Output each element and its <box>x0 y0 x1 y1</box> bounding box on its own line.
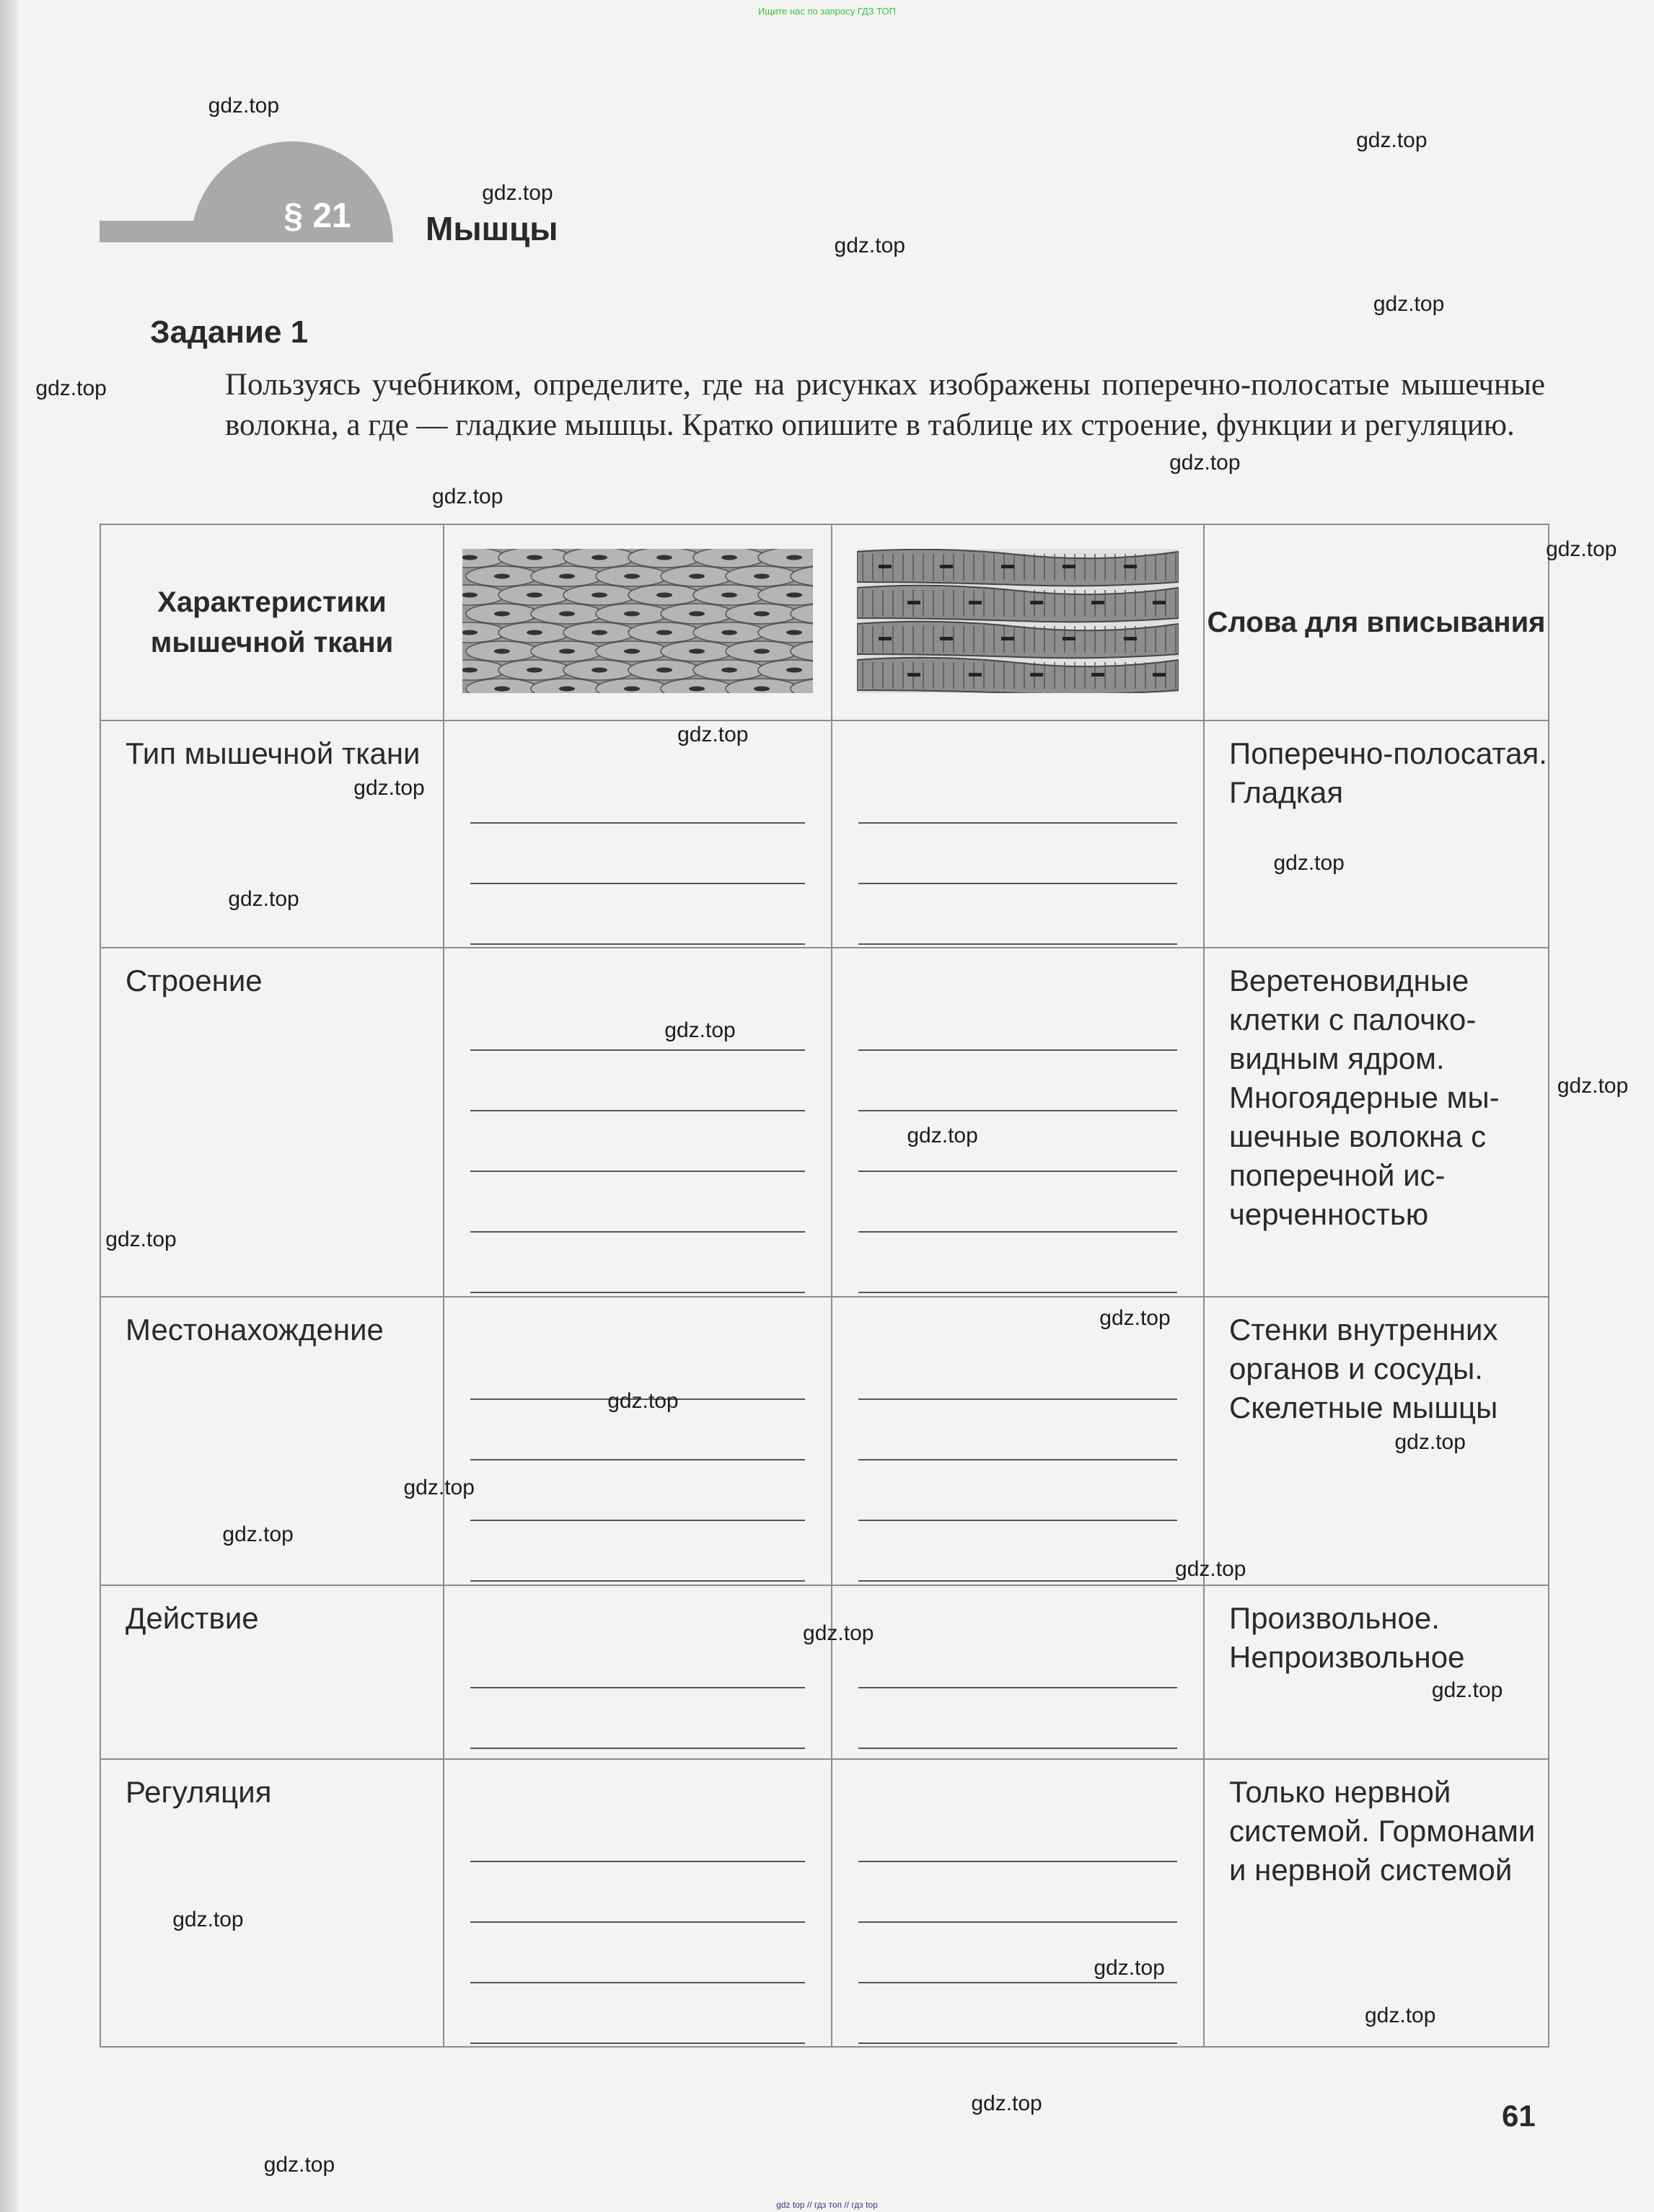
fiber-nucleus <box>907 601 920 604</box>
section-title: Мышцы <box>426 210 558 247</box>
writing-line[interactable] <box>858 1460 1177 1521</box>
answer-lines[interactable] <box>832 1297 1204 1585</box>
page-edge-shadow <box>0 0 19 2212</box>
fiber-nucleus <box>879 637 892 640</box>
cell-nucleus <box>462 555 478 560</box>
smooth-muscle-image <box>444 524 832 721</box>
writing-line[interactable] <box>858 1688 1177 1749</box>
cell-nucleus <box>754 573 770 578</box>
fiber-nucleus <box>969 673 982 677</box>
answer-lines[interactable] <box>832 948 1204 1297</box>
writing-line[interactable] <box>858 1521 1177 1582</box>
table-row <box>100 1585 1549 1759</box>
fiber-nucleus <box>940 565 953 568</box>
writing-line[interactable] <box>470 990 805 1051</box>
cell-nucleus <box>527 592 542 597</box>
watermark: gdz.top <box>1557 1073 1629 1098</box>
writing-line[interactable] <box>470 1802 805 1862</box>
answer-lines[interactable] <box>444 1297 832 1585</box>
writing-line[interactable] <box>470 1233 805 1293</box>
cell-nucleus <box>656 592 672 597</box>
watermark: gdz.top <box>228 886 299 911</box>
writing-line[interactable] <box>858 1628 1177 1688</box>
writing-line[interactable] <box>470 1688 805 1749</box>
cell-nucleus <box>527 630 542 635</box>
watermark: gdz.top <box>482 181 553 206</box>
writing-line[interactable] <box>470 1862 805 1923</box>
cell-nucleus <box>721 555 737 560</box>
header-characteristics: Характеристики мышечной ткани <box>100 524 444 721</box>
answer-lines[interactable] <box>444 948 832 1297</box>
row-label: Регуляция <box>100 1759 444 2047</box>
writing-line[interactable] <box>470 824 805 884</box>
answer-lines[interactable] <box>444 721 832 948</box>
writing-line[interactable] <box>858 990 1177 1051</box>
cell-nucleus <box>494 573 510 578</box>
task-text: Пользуясь учебником, определите, где на рисунках изображены поперечно-полосатые мышечные волокна, а где — гладкие мышцы. Кратко опишите в таблице их строение, функции и регуляцию. <box>225 368 1545 442</box>
fiber-nucleus <box>1124 637 1137 640</box>
table-row <box>100 1759 1549 2047</box>
cell-nucleus <box>624 686 640 691</box>
watermark: gdz.top <box>1356 128 1428 152</box>
fiber-nucleus <box>1001 637 1014 640</box>
watermark: gdz.top <box>971 2092 1042 2116</box>
cell-nucleus <box>591 592 607 597</box>
row-label: Строение <box>100 948 444 1297</box>
fiber-nucleus <box>1030 601 1043 604</box>
row-label: Тип мышечной ткани <box>100 721 444 948</box>
cell-nucleus <box>494 648 510 653</box>
watermark: gdz.top <box>105 1228 177 1252</box>
watermark: gdz.top <box>1175 1556 1246 1581</box>
watermark: gdz.top <box>403 1476 475 1500</box>
row-words: Только нервной системой. Гормонами и нервной системой <box>1204 1759 1549 2047</box>
writing-line[interactable] <box>858 1802 1177 1862</box>
watermark: gdz.top <box>1373 292 1445 317</box>
row-words: Веретеновидные клетки с палочко-видным ядром. Многоядерные мы-шечные волокна с поперечной ис-черченностью <box>1204 948 1549 1297</box>
header-words: Слова для вписывания <box>1204 524 1549 721</box>
watermark: gdz.top <box>432 485 503 509</box>
writing-line[interactable] <box>470 1051 805 1111</box>
cell-nucleus <box>786 555 802 560</box>
watermark: gdz.top <box>353 775 425 800</box>
fiber-nucleus <box>1001 565 1014 568</box>
writing-line[interactable] <box>858 1339 1177 1400</box>
cell-nucleus <box>689 686 705 691</box>
row-label: Действие <box>100 1585 444 1759</box>
writing-line[interactable] <box>858 1051 1177 1111</box>
answer-lines[interactable] <box>444 1759 832 2047</box>
cell-nucleus <box>721 592 737 597</box>
writing-line[interactable] <box>470 884 805 945</box>
watermark: gdz.top <box>607 1388 679 1413</box>
watermark: gdz.top <box>1546 537 1617 562</box>
watermark: gdz.top <box>1273 851 1345 876</box>
cell-nucleus <box>786 667 802 672</box>
writing-line[interactable] <box>858 884 1177 945</box>
watermark: gdz.top <box>1169 450 1241 475</box>
cell-nucleus <box>754 648 770 653</box>
writing-line[interactable] <box>470 1521 805 1582</box>
cell-nucleus <box>624 573 640 578</box>
cell-nucleus <box>591 667 607 672</box>
cell-nucleus <box>494 686 510 691</box>
writing-line[interactable] <box>470 1923 805 1983</box>
cell-nucleus <box>591 555 607 560</box>
cell-nucleus <box>656 630 672 635</box>
fiber-nucleus <box>1153 673 1166 677</box>
watermark: gdz.top <box>677 723 749 747</box>
answer-lines[interactable] <box>832 1585 1204 1759</box>
watermark: gdz.top <box>1364 2003 1436 2027</box>
cell-nucleus <box>462 592 478 597</box>
cell-nucleus <box>656 667 672 672</box>
row-words: Поперечно-полосатая. Гладкая <box>1204 721 1549 948</box>
cell-nucleus <box>462 667 478 672</box>
watermark: gdz.top <box>1099 1305 1171 1330</box>
cell-nucleus <box>689 611 705 616</box>
fiber-nucleus <box>879 565 892 568</box>
cell-nucleus <box>786 630 802 635</box>
writing-line[interactable] <box>470 1111 805 1172</box>
watermark: gdz.top <box>35 376 107 400</box>
fiber-nucleus <box>969 601 982 604</box>
watermark: gdz.top <box>1094 1956 1165 1980</box>
writing-line[interactable] <box>858 763 1177 824</box>
fiber-nucleus <box>1063 565 1075 568</box>
bottom-banner[interactable]: gdz top // гдз топ // гдз top <box>776 2200 878 2210</box>
cell-nucleus <box>754 686 770 691</box>
cell-nucleus <box>527 555 542 560</box>
watermark: gdz.top <box>834 234 905 258</box>
row-words: Стенки внутренних органов и сосуды. Скелетные мышцы <box>1204 1297 1549 1585</box>
task-title: Задание 1 <box>150 314 309 350</box>
watermark: gdz.top <box>1394 1430 1466 1455</box>
section-number: § 21 <box>283 197 351 235</box>
fiber-nucleus <box>1124 565 1137 568</box>
table-row <box>100 721 1549 948</box>
row-words: Произвольное. Непроизвольное <box>1204 1585 1549 1759</box>
cell-nucleus <box>559 573 575 578</box>
cell-nucleus <box>559 686 575 691</box>
watermark: gdz.top <box>263 2153 335 2177</box>
cell-nucleus <box>494 611 510 616</box>
writing-line[interactable] <box>470 763 805 824</box>
fiber-nucleus <box>1063 637 1075 640</box>
cell-nucleus <box>624 611 640 616</box>
writing-line[interactable] <box>858 1111 1177 1172</box>
cell-nucleus <box>591 630 607 635</box>
cell-nucleus <box>786 592 802 597</box>
answer-lines[interactable] <box>832 1759 1204 2047</box>
writing-line[interactable] <box>858 824 1177 884</box>
watermark: gdz.top <box>208 94 280 118</box>
fiber-nucleus <box>907 673 920 677</box>
muscle-table <box>100 524 1549 2048</box>
row-label: Местонахождение <box>100 1297 444 1585</box>
writing-line[interactable] <box>858 1983 1177 2044</box>
writing-line[interactable] <box>858 1400 1177 1460</box>
cell-nucleus <box>689 573 705 578</box>
cell-nucleus <box>721 630 737 635</box>
cell-nucleus <box>721 667 737 672</box>
writing-line[interactable] <box>858 1862 1177 1923</box>
page-number: 61 <box>1502 2099 1536 2133</box>
watermark: gdz.top <box>172 1908 244 1932</box>
watermark: gdz.top <box>664 1018 736 1042</box>
striated-muscle-image <box>832 524 1204 721</box>
writing-line[interactable] <box>470 1983 805 2044</box>
writing-line[interactable] <box>858 1233 1177 1293</box>
top-banner[interactable]: Ищите нас по запросу ГДЗ ТОП <box>758 6 896 17</box>
writing-line[interactable] <box>858 1172 1177 1233</box>
writing-line[interactable] <box>470 1628 805 1688</box>
cell-nucleus <box>689 648 705 653</box>
watermark: gdz.top <box>222 1523 294 1547</box>
cell-nucleus <box>462 630 478 635</box>
answer-lines[interactable] <box>444 1585 832 1759</box>
fiber-nucleus <box>940 637 953 640</box>
cell-nucleus <box>559 611 575 616</box>
table-row <box>100 1297 1549 1585</box>
writing-line[interactable] <box>470 1172 805 1233</box>
answer-lines[interactable] <box>832 721 1204 948</box>
cell-nucleus <box>656 555 672 560</box>
table-row <box>100 948 1549 1297</box>
cell-nucleus <box>527 667 542 672</box>
fiber-nucleus <box>1091 673 1104 677</box>
writing-line[interactable] <box>470 1460 805 1521</box>
cell-nucleus <box>624 648 640 653</box>
watermark: gdz.top <box>1431 1678 1503 1703</box>
fiber-nucleus <box>1030 673 1043 677</box>
fiber-nucleus <box>1153 601 1166 604</box>
cell-nucleus <box>754 611 770 616</box>
watermark: gdz.top <box>803 1621 874 1645</box>
watermark: gdz.top <box>907 1123 978 1147</box>
fiber-nucleus <box>1091 601 1104 604</box>
cell-nucleus <box>559 648 575 653</box>
